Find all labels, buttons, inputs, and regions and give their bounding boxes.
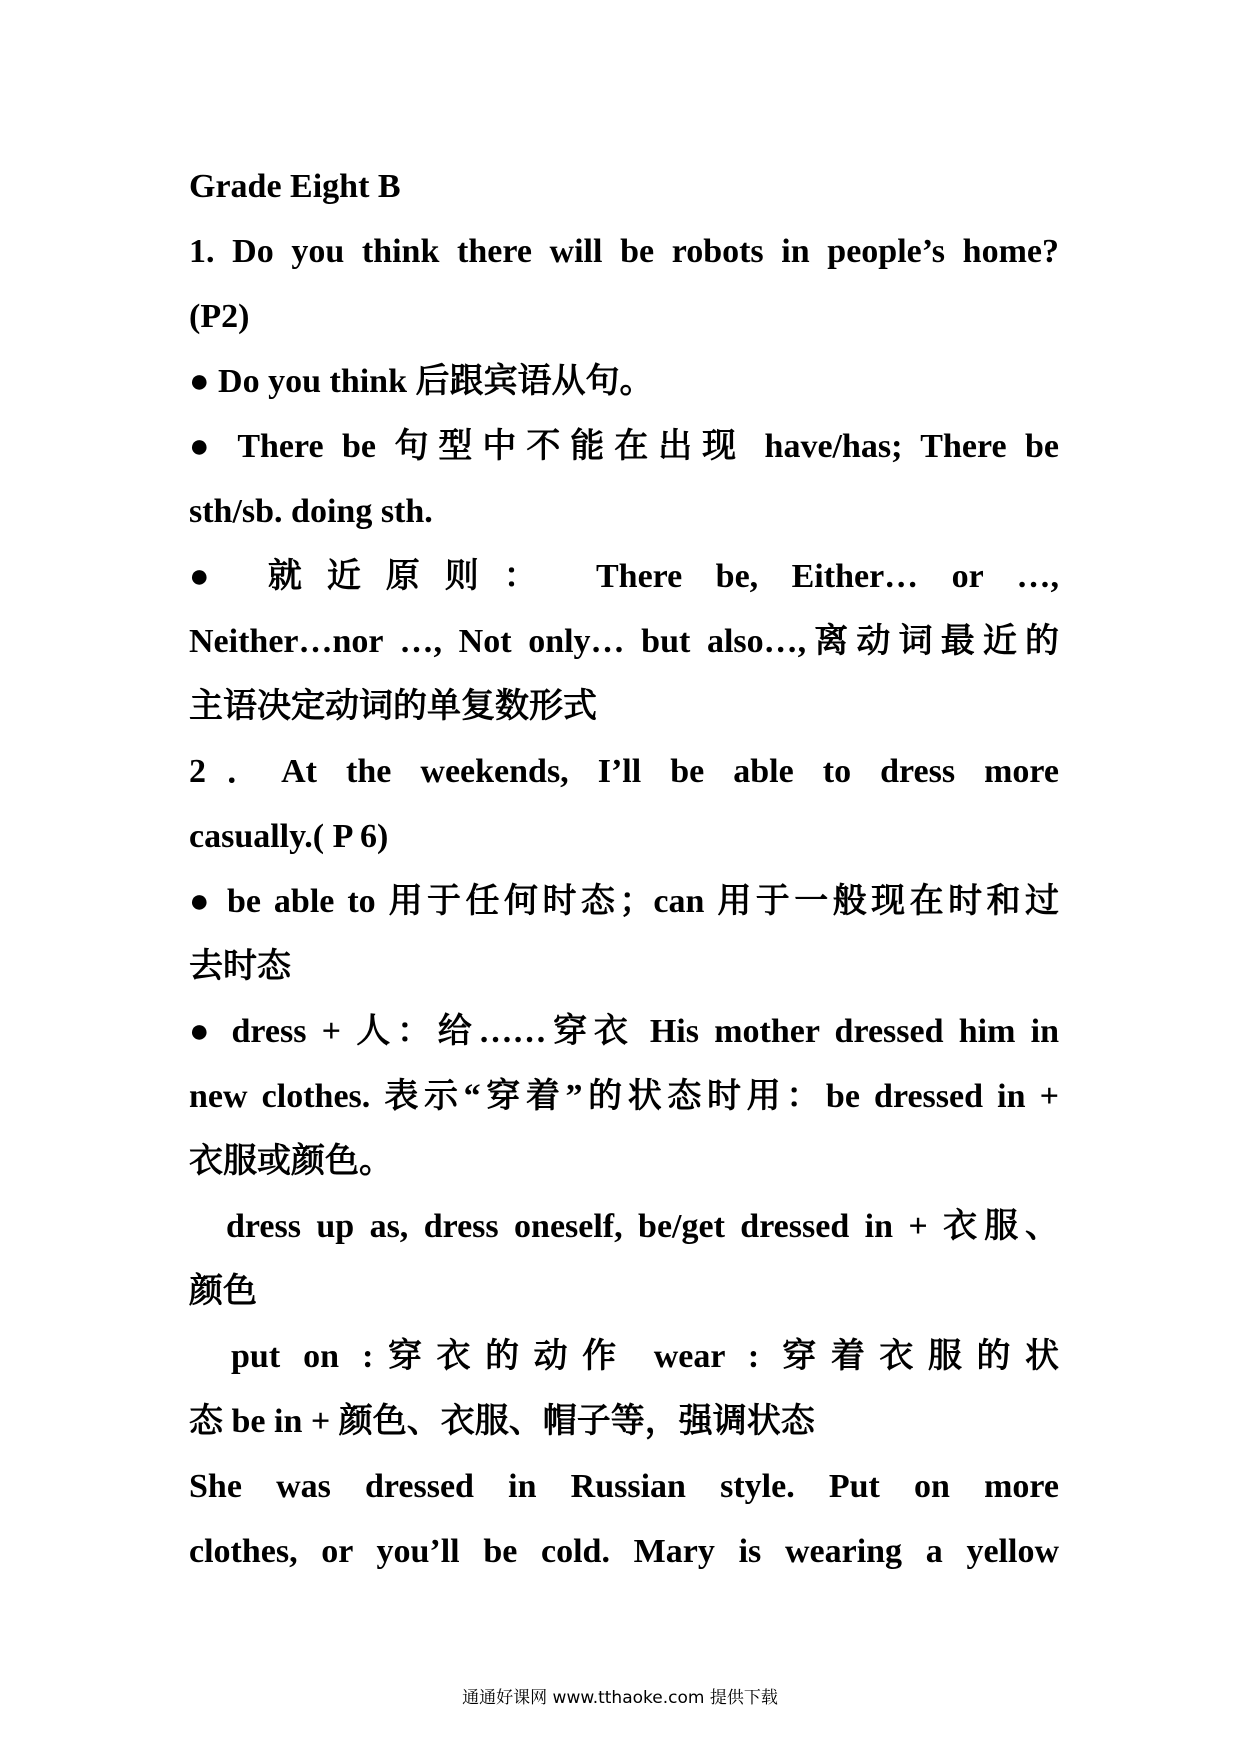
text-line: She was dressed in Russian style. Put on more: [189, 1468, 1059, 1505]
text-line: casually.( P 6): [189, 818, 389, 855]
text-line: dress up as, dress oneself, be/get dressed in + 衣服、: [226, 1208, 1059, 1245]
text-line: ● dress + 人：给……穿衣 His mother dressed him in: [189, 1013, 1059, 1050]
text-line: Neither…nor …, Not only… but also…,离动词最近的: [189, 623, 1059, 660]
text-line: new clothes. 表示“穿着”的状态时用：be dressed in +: [189, 1078, 1059, 1115]
text-line: 1. Do you think there will be robots in people’s home?: [189, 233, 1059, 270]
document-body: [189, 154, 1059, 1584]
text-line: 颜色: [189, 1273, 257, 1310]
text-line: 衣服或颜色。: [189, 1143, 393, 1180]
text-line: ● There be 句型中不能在出现 have/has; There be: [189, 428, 1059, 465]
text-line: ● Do you think 后跟宾语从句。: [189, 363, 654, 400]
text-line: sth/sb. doing sth.: [189, 493, 433, 530]
page-footer: 通通好课网 www.tthaoke.com 提供下载: [462, 1688, 778, 1708]
text-line: ● be able to 用于任何时态；can 用于一般现在时和过: [189, 883, 1059, 920]
document-heading: Grade Eight B: [189, 168, 401, 205]
text-line: put on :穿衣的动作 wear : 穿着衣服的状: [231, 1338, 1059, 1375]
text-line: 态 be in + 颜色、衣服、帽子等，强调状态: [189, 1403, 815, 1440]
text-line: (P2): [189, 298, 250, 335]
text-line: 主语决定动词的单复数形式: [189, 688, 597, 725]
text-line: ● 就近原则： There be, Either… or …,: [189, 558, 1059, 595]
text-line: clothes, or you’ll be cold. Mary is wearing a yellow: [189, 1533, 1059, 1570]
text-line: 2．At the weekends, I’ll be able to dress more: [189, 753, 1059, 790]
text-line: 去时态: [189, 948, 291, 985]
